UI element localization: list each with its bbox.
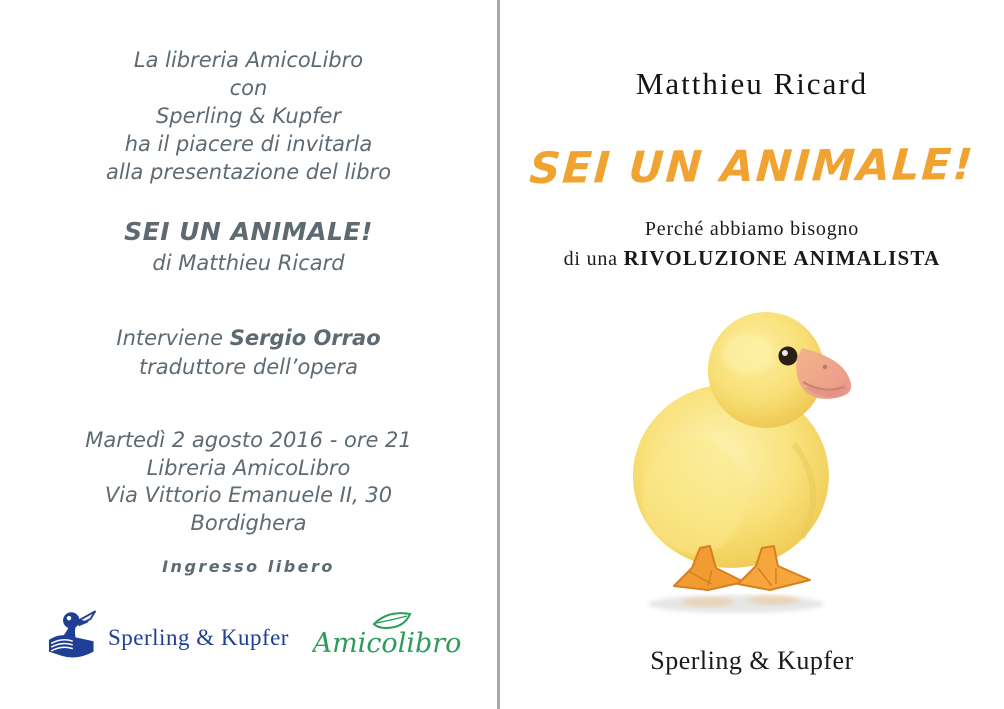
duckling-photo bbox=[616, 296, 868, 618]
intro-line: alla presentazione del libro bbox=[105, 160, 392, 184]
intro-line: ha il piacere di invitarla bbox=[124, 132, 373, 156]
event-city: Bordighera bbox=[190, 510, 307, 535]
invitation-panel bbox=[0, 0, 497, 709]
speaker-name: Sergio Orrao bbox=[229, 326, 381, 350]
intro-line: La libreria AmicoLibro bbox=[133, 48, 364, 72]
speaker-role: traduttore dell’opera bbox=[138, 355, 359, 379]
leaf-icon bbox=[374, 613, 410, 628]
subtitle-emphasis: RIVOLUZIONE ANIMALISTA bbox=[623, 246, 941, 270]
intro-text bbox=[0, 46, 497, 186]
subtitle-prefix: di una bbox=[563, 248, 624, 270]
amicolibro-logo bbox=[312, 608, 462, 674]
cover-publisher: Sperling & Kupfer bbox=[650, 646, 854, 675]
event-venue: Libreria AmicoLibro bbox=[146, 455, 351, 480]
sperling-kupfer-wordmark: Sperling & Kupfer bbox=[108, 625, 289, 650]
sperling-kupfer-logo bbox=[46, 608, 289, 668]
intro-line: Sperling & Kupfer bbox=[155, 104, 342, 128]
speaker-line bbox=[0, 326, 497, 350]
book-author: di Matthieu Ricard bbox=[152, 251, 345, 275]
cover-title: SEI UN ANIMALE! bbox=[527, 140, 977, 194]
cover-subtitle-line1: Perché abbiamo bisogno bbox=[644, 218, 860, 240]
amicolibro-wordmark: Amicolibro bbox=[312, 628, 462, 659]
event-address: Via Vittorio Emanuele II, 30 bbox=[104, 483, 393, 507]
admission-note: Ingresso libero bbox=[162, 557, 335, 576]
cover-author: Matthieu Ricard bbox=[635, 66, 869, 101]
speaker-prefix: Interviene bbox=[116, 326, 230, 350]
cover-subtitle-line2 bbox=[500, 246, 1004, 271]
book-cover-panel bbox=[500, 0, 1004, 709]
pelican-book-icon bbox=[46, 608, 98, 668]
intro-line: con bbox=[229, 76, 268, 100]
logo-row bbox=[0, 602, 497, 692]
event-details bbox=[0, 427, 497, 537]
event-date-time: Martedì 2 agosto 2016 - ore 21 bbox=[85, 428, 412, 452]
book-title: SEI UN ANIMALE! bbox=[124, 217, 373, 246]
